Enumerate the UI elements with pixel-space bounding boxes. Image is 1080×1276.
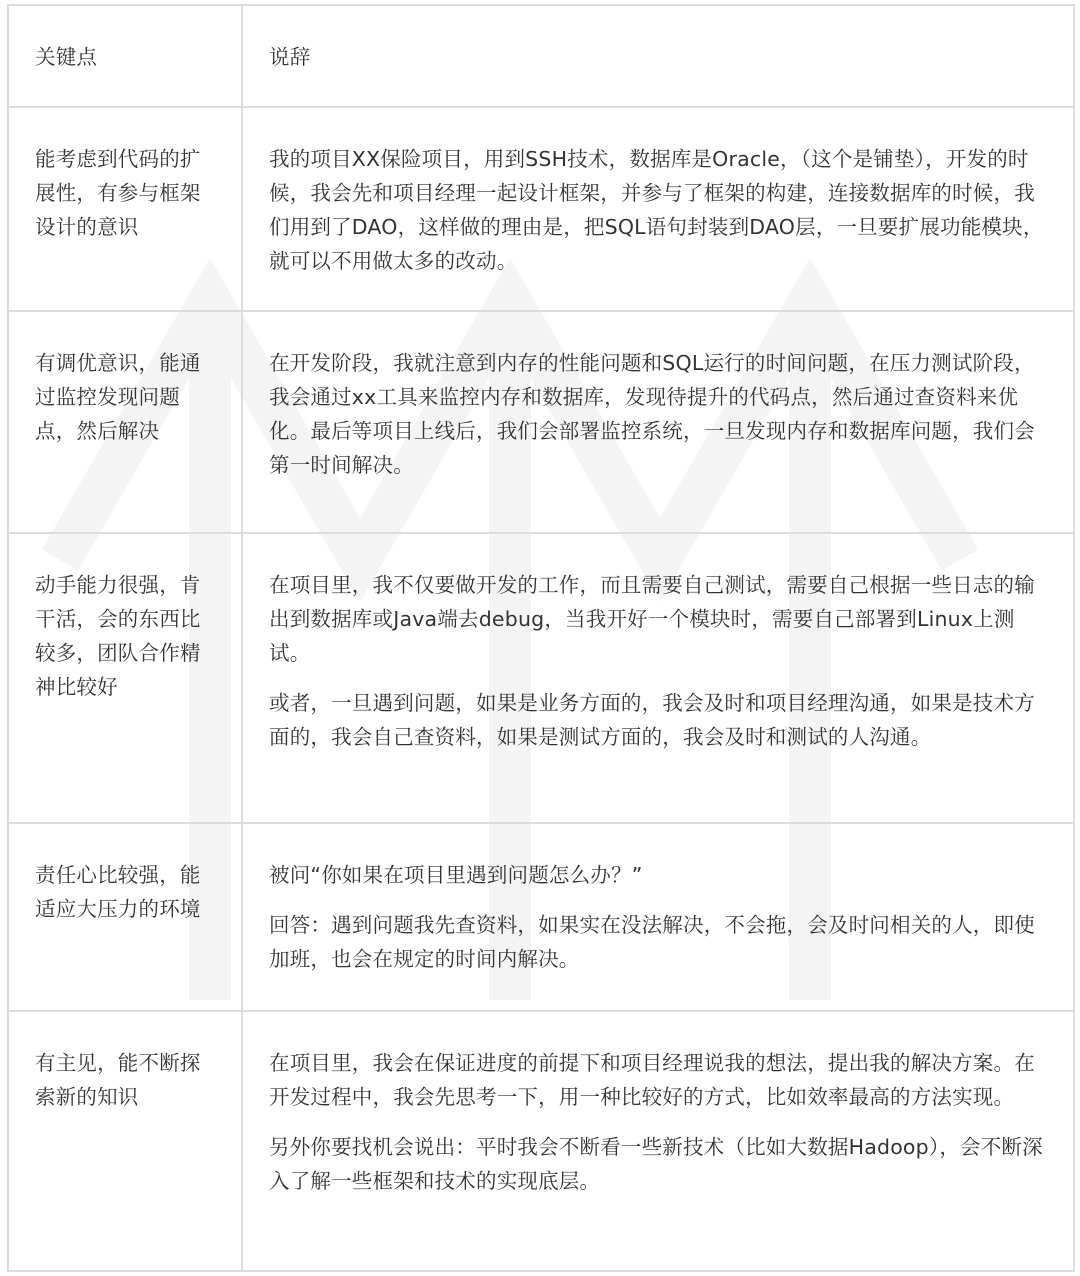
table-row: [8, 823, 1074, 1011]
key-point-cell: 能考虑到代码的扩展性，有参与框架设计的意识: [8, 107, 242, 311]
table-header-row: [8, 5, 1074, 107]
speech-cell: 在项目里，我不仅要做开发的工作，而且需要自己测试，需要自己根据一些日志的输出到数据库或Java端去debug，当我开好一个模块时，需要自己部署到Linux上测试。 或者，一旦遇到问题，如果是业务方面的，我会及时和项目经理沟通，如果是技术方面的，我会自己查资料，如果是测试方面的，我会及时和测试的人沟通。: [242, 533, 1074, 823]
speech-cell: 被问“你如果在项目里遇到问题怎么办？” 回答：遇到问题我先查资料，如果实在没法解决，不会拖，会及时问相关的人，即使加班，也会在规定的时间内解决。: [242, 823, 1074, 1011]
table-row: [8, 107, 1074, 311]
header-key-point: 关键点: [8, 5, 242, 107]
speech-cell: 我的项目XX保险项目，用到SSH技术，数据库是Oracle，（这个是铺垫），开发的时候，我会先和项目经理一起设计框架，并参与了框架的构建，连接数据库的时候，我们用到了DAO，这样做的理由是，把SQL语句封装到DAO层，一旦要扩展功能模块，就可以不用做太多的改动。: [242, 107, 1074, 311]
speech-cell: 在开发阶段，我就注意到内存的性能问题和SQL运行的时间问题，在压力测试阶段，我会通过xx工具来监控内存和数据库，发现待提升的代码点，然后通过查资料来优化。最后等项目上线后，我们会部署监控系统，一旦发现内存和数据库问题，我们会第一时间解决。: [242, 311, 1074, 533]
key-point-cell: 有主见，能不断探索新的知识: [8, 1011, 242, 1271]
key-point-cell: 有调优意识，能通过监控发现问题点，然后解决: [8, 311, 242, 533]
table-row: [8, 533, 1074, 823]
key-points-table: [7, 4, 1075, 1272]
key-point-cell: 动手能力很强，肯干活，会的东西比较多，团队合作精神比较好: [8, 533, 242, 823]
table-row: [8, 1011, 1074, 1271]
key-point-cell: 责任心比较强，能适应大压力的环境: [8, 823, 242, 1011]
header-speech: 说辞: [242, 5, 1074, 107]
speech-cell: 在项目里，我会在保证进度的前提下和项目经理说我的想法，提出我的解决方案。在开发过程中，我会先思考一下，用一种比较好的方式，比如效率最高的方法实现。 另外你要找机会说出：平时我会不断看一些新技术（比如大数据Hadoop），会不断深入了解一些框架和技术的实现底层。: [242, 1011, 1074, 1271]
table-row: [8, 311, 1074, 533]
